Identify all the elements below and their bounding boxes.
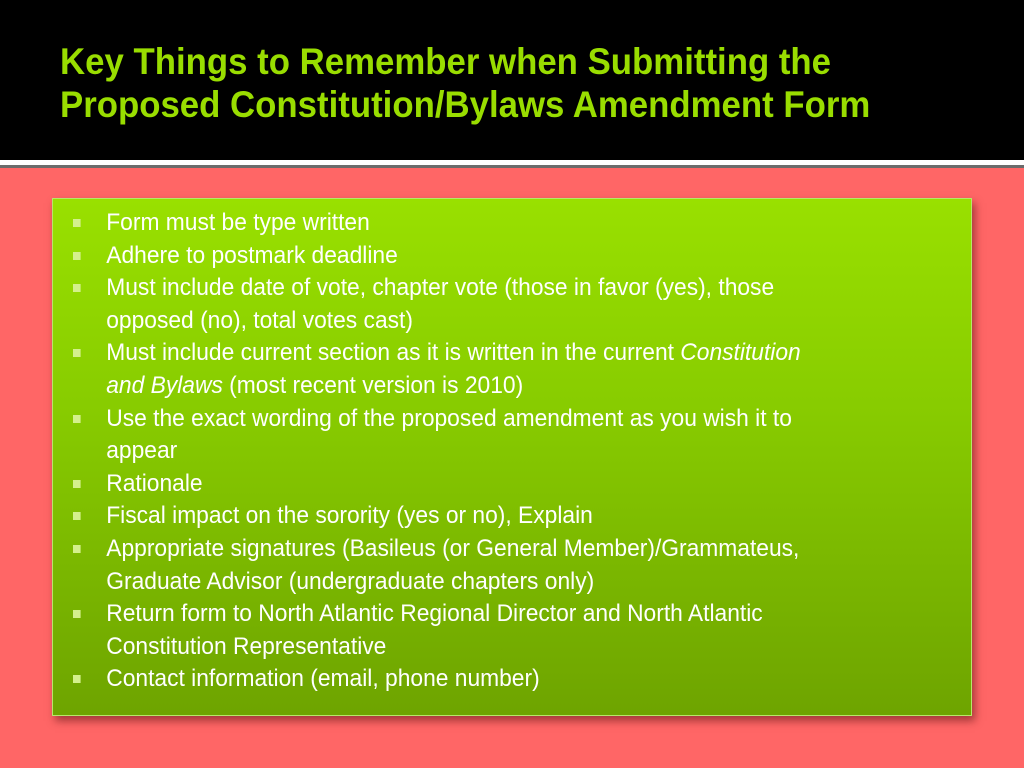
bullet-text: Fiscal impact on the sorority (yes or no), Explain <box>106 502 593 530</box>
square-bullet-icon <box>73 545 81 553</box>
slide-title-line-2: Proposed Constitution/Bylaws Amendment Form <box>60 84 871 125</box>
slide-title <box>60 40 944 126</box>
document-title-italic: and Bylaws <box>106 371 223 399</box>
square-bullet-icon <box>73 219 81 227</box>
bullet-text-plain: Must include current section as it is written in the current <box>106 339 681 367</box>
bullet-text-line-1: Appropriate signatures (Basileus (or General Member)/Grammateus, <box>106 534 800 562</box>
square-bullet-icon <box>73 284 81 292</box>
bullet-text-line-2: opposed (no), total votes cast) <box>106 306 413 334</box>
bullet-item <box>73 468 909 501</box>
bullet-item <box>73 663 909 696</box>
bullet-item <box>73 240 909 273</box>
bullet-text-line-2: Graduate Advisor (undergraduate chapters only) <box>106 567 595 595</box>
bullet-item <box>73 598 909 663</box>
square-bullet-icon <box>73 252 81 260</box>
title-bar <box>0 0 1024 160</box>
bullet-text: Contact information (email, phone number) <box>106 665 540 693</box>
square-bullet-icon <box>73 512 81 520</box>
bullet-text-plain: (most recent version is 2010) <box>222 371 524 399</box>
bullet-item <box>73 403 909 468</box>
bullet-text-line-1 <box>106 337 909 370</box>
square-bullet-icon <box>73 349 81 357</box>
bullet-list <box>73 207 953 696</box>
bullet-text-line-1: Must include date of vote, chapter vote (those in favor (yes), those <box>106 274 775 302</box>
square-bullet-icon <box>73 415 81 423</box>
title-divider-shadow <box>0 165 1024 168</box>
bullet-text-line-2 <box>106 370 909 403</box>
slide-title-line-1: Key Things to Remember when Submitting the <box>60 41 832 82</box>
bullet-text-line-1: Use the exact wording of the proposed amendment as you wish it to <box>106 404 792 432</box>
bullet-text-line-1: Return form to North Atlantic Regional Director and North Atlantic <box>106 600 763 628</box>
bullet-text: Form must be type written <box>106 209 370 236</box>
document-title-italic: Constitution <box>680 339 801 367</box>
content-box <box>52 198 972 716</box>
bullet-text-line-2: appear <box>106 437 178 465</box>
bullet-item <box>73 207 909 240</box>
bullet-item <box>73 533 909 598</box>
square-bullet-icon <box>73 610 81 618</box>
bullet-text: Rationale <box>106 469 203 497</box>
square-bullet-icon <box>73 480 81 488</box>
bullet-item <box>73 337 909 402</box>
square-bullet-icon <box>73 675 81 683</box>
bullet-text-line-2: Constitution Representative <box>106 632 387 660</box>
bullet-item <box>73 500 909 533</box>
bullet-item <box>73 272 909 337</box>
bullet-text: Adhere to postmark deadline <box>106 241 398 269</box>
